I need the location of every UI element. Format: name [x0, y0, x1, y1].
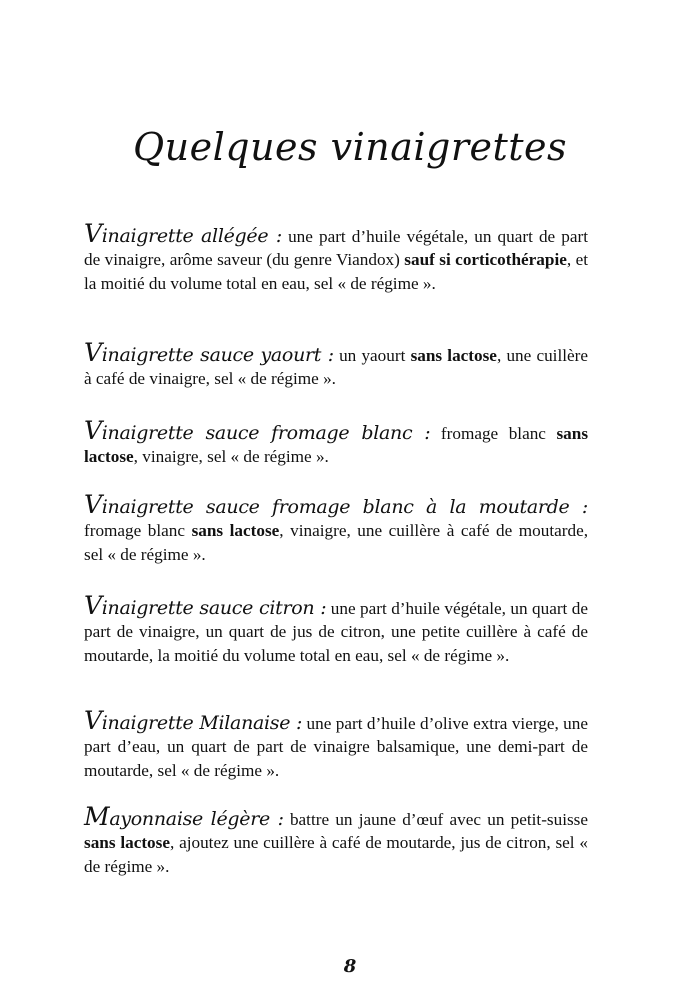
page-number: 8: [343, 956, 357, 977]
recipe-vinaigrette-fromage-moutarde: [84, 490, 589, 566]
recipe-name-initial: V: [84, 490, 102, 519]
recipe-name-text: ayonnaise légère :: [109, 808, 284, 830]
recipe-name-initial: V: [84, 338, 102, 367]
recipe-name: [84, 706, 303, 735]
recipe-text: une part d’huile d’olive extra vierge, une part d’eau, un quart de part de vinaigre balsamique, une demi-part de moutarde, sel « de régime ».: [84, 714, 588, 780]
recipe-name: [84, 219, 282, 248]
recipe-vinaigrette-fromage-blanc: [84, 416, 589, 469]
recipe-text: une part d’huile végétale, un quart de part de vinaigre, arôme saveur (du genre Viandox): [84, 227, 588, 270]
recipe-name-text: inaigrette Milanaise :: [101, 712, 303, 734]
recipe-vinaigrette-milanaise: [84, 706, 588, 782]
recipe-text: , une cuillère à café de vinaigre, sel « de régime ».: [84, 346, 588, 389]
recipe-text: une part d’huile végétale, un quart de part de vinaigre, un quart de jus de citron, une petite cuillère à café de moutarde, la moitié du volume total en eau, sel « de régime ».: [84, 599, 589, 665]
recipe-name-initial: V: [84, 416, 102, 445]
recipe-text: fromage blanc: [430, 424, 557, 443]
recipe-warning: sans lactose: [84, 833, 170, 853]
recipe-name: [84, 338, 334, 367]
recipe-name-initial: V: [84, 219, 102, 248]
recipe-text: battre un jaune d’œuf avec un petit-suisse: [283, 810, 588, 829]
recipe-name: [84, 416, 431, 445]
recipe-text: un yaourt: [333, 346, 411, 365]
recipe-warning: sans lactose: [84, 424, 589, 467]
recipe-name-text: inaigrette sauce fromage blanc à la moutarde :: [101, 496, 588, 518]
recipe-warning: sans lactose: [410, 346, 497, 365]
recipe-name-text: inaigrette allégée :: [101, 225, 282, 247]
recipe-name: [84, 490, 588, 519]
recipe-text: , vinaigre, une cuillère à café de moutarde, sel « de régime ».: [84, 521, 589, 564]
recipe-name: [84, 591, 327, 620]
recipe-name-text: inaigrette sauce fromage blanc :: [101, 422, 431, 444]
recipe-name-initial: M: [84, 802, 110, 831]
recipe-text: , vinaigre, sel « de régime ».: [133, 447, 329, 467]
recipe-name-text: inaigrette sauce yaourt :: [101, 344, 334, 366]
page-title: Quelques vinaigrettes: [132, 125, 568, 169]
recipe-name-initial: V: [84, 591, 102, 620]
recipe-warning: sans lactose: [191, 521, 280, 541]
recipe-text: , ajoutez une cuillère à café de moutarde, jus de citron, sel « de régime ».: [84, 833, 588, 876]
recipe-name-initial: V: [84, 706, 102, 735]
recipe-name-text: inaigrette sauce citron :: [101, 597, 327, 619]
recipe-vinaigrette-allegee: [84, 219, 588, 295]
recipe-name: [84, 802, 284, 831]
recipe-text: , et la moitié du volume total en eau, sel « de régime ».: [84, 250, 588, 293]
recipe-vinaigrette-yaourt: [84, 338, 588, 391]
recipe-vinaigrette-citron: [84, 591, 589, 667]
recipe-warning: sauf si corticothérapie: [404, 250, 567, 270]
recipe-mayonnaise-legere: [84, 802, 588, 878]
recipe-text: fromage blanc: [84, 521, 192, 541]
